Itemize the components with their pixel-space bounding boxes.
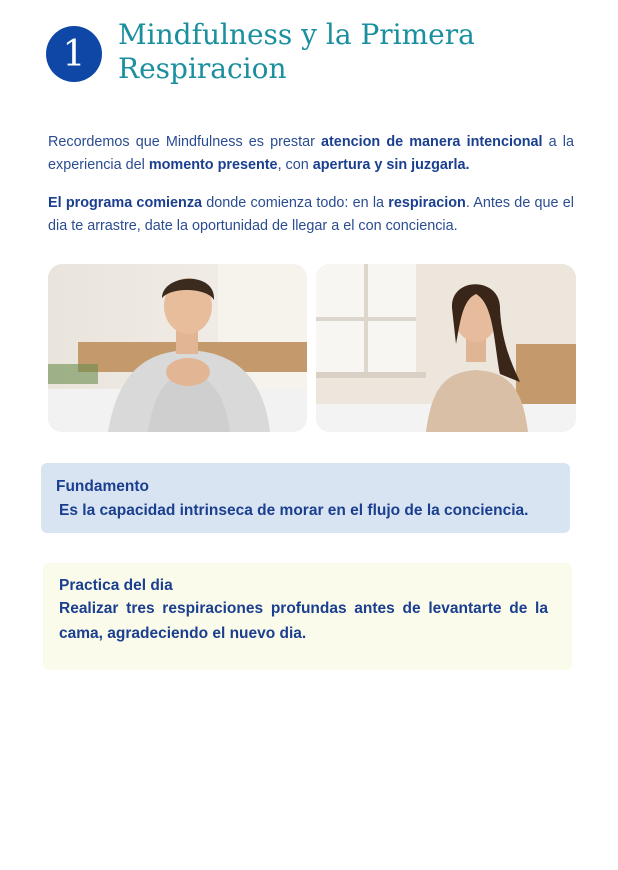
practica-box: [43, 563, 572, 670]
p2-bold-a: El programa comienza: [48, 195, 203, 211]
title-line-2: Respiracion: [118, 52, 287, 85]
section-title: [118, 18, 538, 86]
fundamento-title: Fundamento: [56, 478, 149, 495]
fundamento-text: Es la capacidad intrinseca de morar en el flujo de la conciencia.: [59, 502, 529, 519]
section-number-badge: 1: [46, 26, 102, 82]
intro-paragraph-2: [48, 192, 574, 238]
section-header: [46, 18, 538, 86]
p1-bold-b: momento presente: [148, 157, 278, 173]
p1-bold-c: apertura y sin juzgarla.: [312, 157, 470, 173]
fundamento-box: [41, 463, 570, 533]
p1-text-b: a la experiencia del: [48, 134, 574, 173]
p2-text-a: donde comienza todo: en la: [202, 195, 389, 211]
intro-paragraph-1: [48, 131, 574, 177]
title-line-1: Mindfulness y la Primera: [118, 18, 475, 51]
photo-man-breathing: [48, 264, 307, 432]
practica-title: Practica del dia: [59, 577, 173, 594]
p1-text-c: , con: [277, 157, 313, 173]
p2-text-b: . Antes de que el dia te arrastre, date la oportunidad de llegar a el con conciencia.: [48, 195, 574, 234]
p1-bold-a: atencion de manera intencional: [321, 134, 543, 150]
p2-bold-b: respiracion: [388, 195, 466, 211]
practica-text: Realizar tres respiraciones profundas antes de levantarte de la cama, agradeciendo el nuevo dia.: [59, 600, 548, 642]
photo-woman-breathing: [316, 264, 576, 432]
p1-text-a: Recordemos que Mindfulness es prestar: [48, 134, 322, 150]
